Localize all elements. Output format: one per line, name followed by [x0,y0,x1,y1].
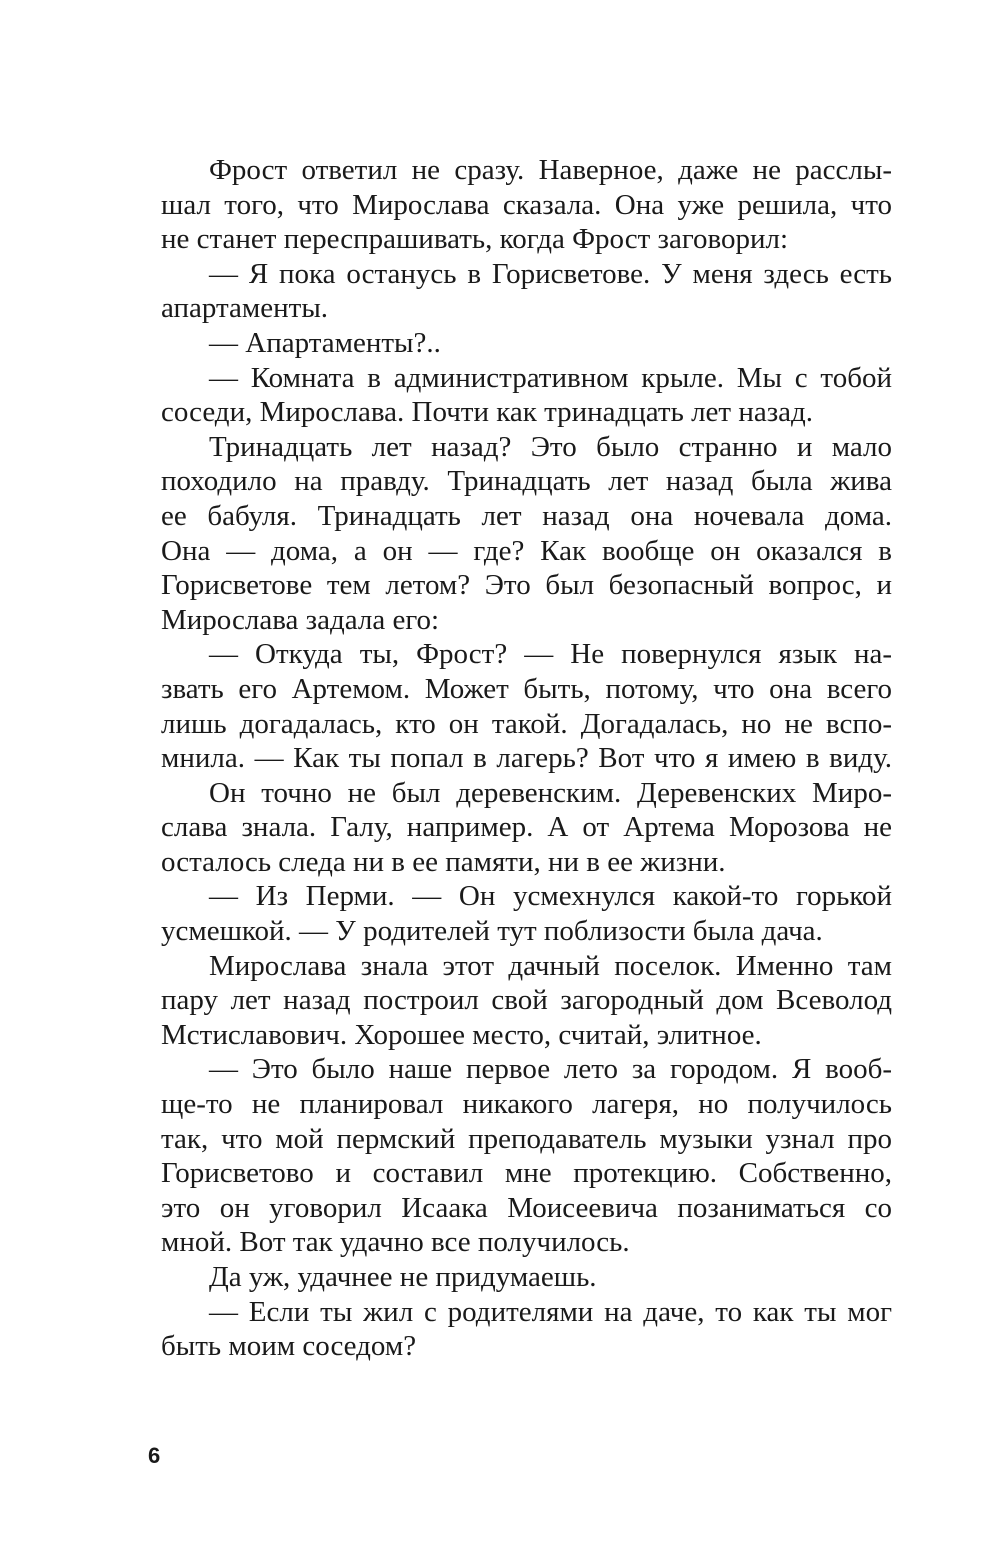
text-line: — Из Перми. — Он усмехнулся какой-то горькой [209,880,892,913]
text-line: лишь догадалась, кто он такой. Догадалась, но не вспо- [161,707,892,740]
text-line: Мирослава знала этот дачный поселок. Именно там [209,949,892,982]
text-line: мнила. — Как ты попал в лагерь? Вот что я имею в виду. [161,742,892,775]
text-line: апартаменты. [161,292,329,325]
body-text [161,153,892,1364]
text-line: быть моим соседом? [161,1330,417,1363]
text-line: — Откуда ты, Фрост? — Не повернулся язык на- [209,638,892,671]
text-line: Мстиславович. Хорошее место, считай, элитное. [161,1018,762,1051]
text-line: Он точно не был деревенским. Деревенских Миро- [209,776,892,809]
text-line: не станет переспрашивать, когда Фрост заговорил: [161,223,789,256]
text-line: пару лет назад построил свой загородный дом Всеволод [161,984,892,1017]
text-line: звать его Артемом. Может быть, потому, что она всего [161,672,892,705]
text-line: Фрост ответил не сразу. Наверное, даже не расслы- [209,154,892,186]
text-line: слава знала. Галу, например. А от Артема Морозова не [161,811,892,844]
text-line: осталось следа ни в ее памяти, ни в ее жизни. [161,845,726,878]
text-line: мной. Вот так удачно все получилось. [161,1226,630,1259]
text-line: это он уговорил Исаака Моисеевича позаниматься со [161,1191,892,1224]
text-line: так, что мой пермский преподаватель музыки узнал про [161,1122,892,1155]
text-line: — Апартаменты?.. [209,326,441,359]
text-line: Мирослава задала его: [161,603,440,636]
text-line: — Я пока останусь в Горисветове. У меня здесь есть [209,257,892,290]
text-line: походило на правду. Тринадцать лет назад была жива [161,465,892,498]
text-line: — Комната в административном крыле. Мы с тобой [209,361,892,394]
text-line: усмешкой. — У родителей тут поблизости была дача. [161,915,823,948]
text-line: Она — дома, а он — где? Как вообще он оказался в [161,534,892,567]
text-line: Горисветово и составил мне протекцию. Собственно, [161,1157,892,1190]
text-line: — Это было наше первое лето за городом. Я вооб- [209,1053,892,1086]
text-line: Горисветове тем летом? Это был безопасный вопрос, и [161,569,892,602]
text-line: соседи, Мирослава. Почти как тринадцать лет назад. [161,396,814,429]
text-line: Да уж, удачнее не придумаешь. [209,1261,597,1293]
page-number: 6 [148,1443,161,1468]
text-line: шал того, что Мирослава сказала. Она уже решила, что [161,188,892,221]
text-line: ще-то не планировал никакого лагеря, но получилось [161,1088,892,1121]
text-line: ее бабуля. Тринадцать лет назад она ночевала дома. [161,499,892,532]
text-line: Тринадцать лет назад? Это было странно и мало [209,430,892,463]
text-line: — Если ты жил с родителями на даче, то как ты мог [209,1295,892,1328]
